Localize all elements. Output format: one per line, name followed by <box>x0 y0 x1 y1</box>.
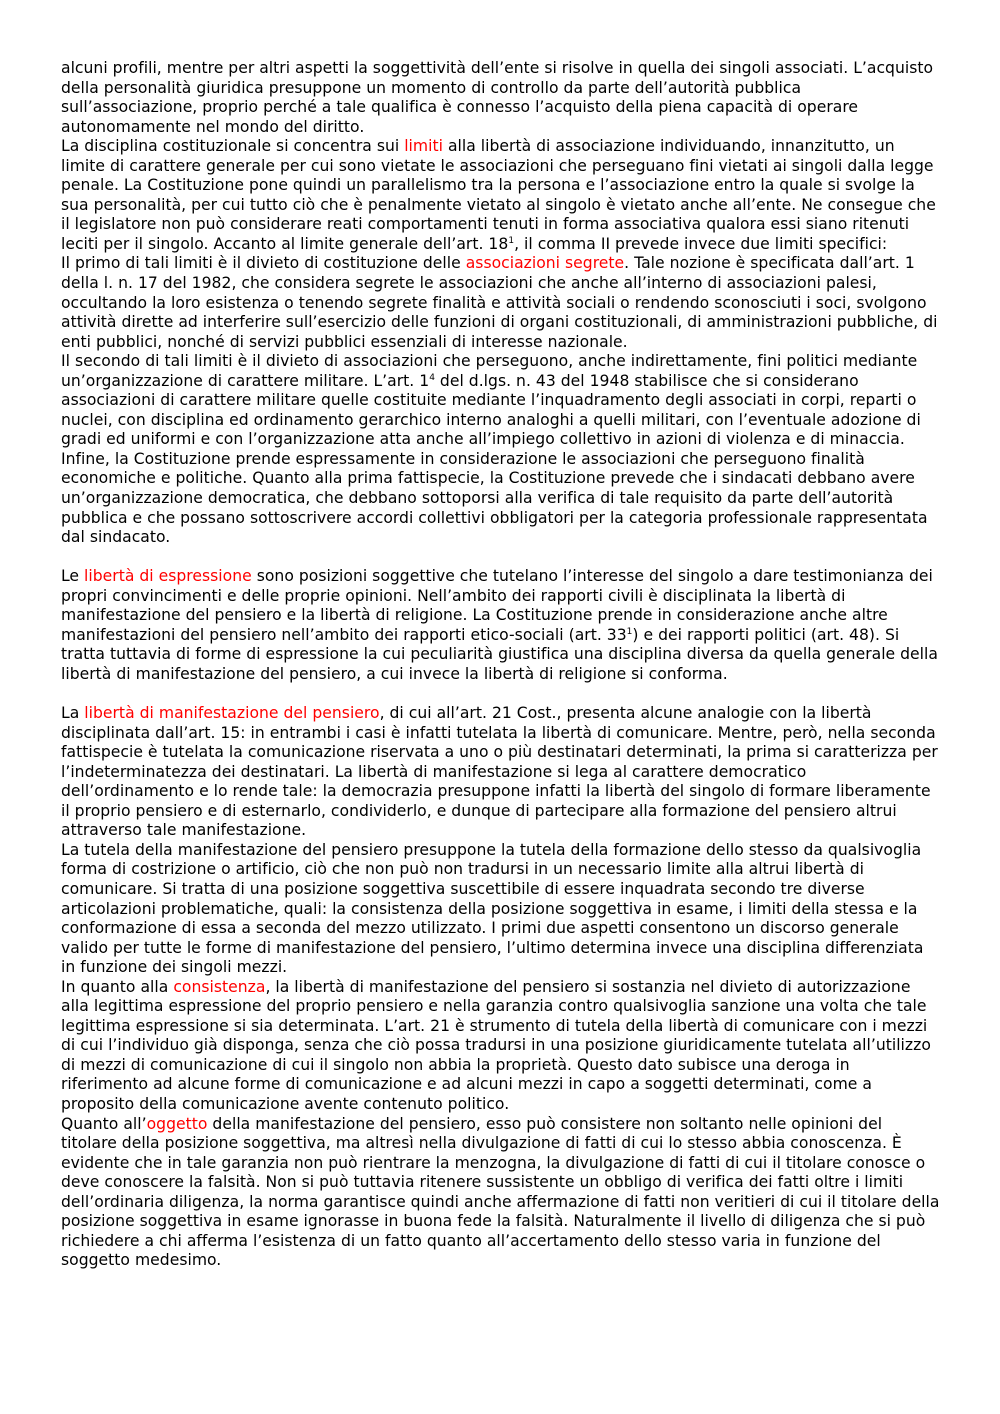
paragraph-consistency: In quanto alla consistenza, la libertà di manifestazione del pensiero si sostanzia nel divieto di autorizzazione alla legittima espressione del proprio pensiero e nella garanzia contro qualsivoglia sanzione una volta che tale legittima espressione si sia determinata. L’art. 21 è strumento di tutela della libertà di comunicare con i mezzi di cui l’individuo già disponga, senza che ciò possa tradursi in una posizione giuridicamente tutelata all’utilizzo di mezzi di comunicazione di cui il singolo non abbia la proprietà. Questo dato subisce una deroga in riferimento ad alcune forme di comunicazione e ad alcuni mezzi in capo a soggetti determinati, come a proposito della comunicazione avente contenuto politico. <box>61 977 931 1113</box>
paragraph-freedom-of-expression: Le libertà di espressione sono posizioni soggettive che tutelano l’interesse del singolo a dare testimonianza dei propri convincimenti e delle proprie opinioni. Nell’ambito dei rapporti civili è disciplinata la libertà di manifestazione del pensiero e la libertà di religione. La Costituzione prende in considerazione anche altre manifestazioni del pensiero nell’ambito dei rapporti etico-sociali (art. $33^1$) e dei rapporti politici (art. 48). Si tratta tuttavia di forme di espressione la cui peculiarità giustifica una disciplina diversa da quella generale della libertà di manifestazione del pensiero, a cui invece la libertà di religione si conforma. <box>61 567 938 683</box>
paragraph-object: Quanto all’oggetto della manifestazione del pensiero, esso può consistere non soltanto nelle opinioni del titolare della posizione soggettiva, ma altresì nella divulgazione di fatti di cui lo stesso abbia conoscenza. È evidente che in tale garanzia non può rientrare la menzogna, la divulgazione di fatti di cui il titolare conosce o deve conoscere la falsità. Non si può tuttavia ritenere sussistente un obbligo di verifica dei fatti oltre i limiti dell’ordinaria diligenza, la norma garantisce quindi anche affermazione di fatti non veritieri di cui il titolare della posizione soggettiva in esame ignorasse in buona fede la falsità. Naturalmente il livello di diligenza che si può richiedere a chi afferma l’esistenza di un fatto quanto all’accertamento dello stesso varia in funzione del soggetto medesimo. <box>61 1114 940 1270</box>
highlighted-term-associazioni-segrete: associazioni segrete <box>465 254 625 273</box>
highlighted-term-limiti: limiti <box>404 137 443 156</box>
highlighted-term-oggetto: oggetto <box>146 1114 208 1133</box>
paragraph-freedom-of-thought: La libertà di manifestazione del pensiero, di cui all’art. 21 Cost., presenta alcune analogie con la libertà disciplinata dall’art. 15: in entrambi i casi è infatti tutelata la libertà di comunicare. Mentre, però, nella seconda fattispecie è tutelata la comunicazione riservata a uno o più destinatari determinati, la prima si caratterizza per l’indeterminatezza dei destinatari. La libertà di manifestazione si lega al carattere democratico dell’ordinamento e lo rende tale: la democrazia presuppone infatti la libertà del singolo di formare liberamente il proprio pensiero e di esternarlo, condividerlo, e dunque di partecipare alla formazione del pensiero altrui attraverso tale manifestazione. <box>61 704 938 840</box>
footnote-marker: 4 <box>429 372 435 383</box>
highlighted-term-liberta-di-espressione: libertà di espressione <box>84 567 252 586</box>
paragraph-protection-of-thought: La tutela della manifestazione del pensiero presuppone la tutela della formazione dello stesso da qualsivoglia forma di costrizione o artificio, ciò che non può non tradursi in un necessario limite alla altrui libertà di comunicare. Si tratta di una posizione soggettiva suscettibile di essere inquadrata secondo tre diverse articolazioni problematiche, quali: la consistenza della posizione soggettiva in esame, i limiti della stessa e la conformazione di essa a seconda del mezzo utilizzato. I primi due aspetti consentono un discorso generale valido per tutte le forme di manifestazione del pensiero, l’ultimo determina invece una disciplina differenziata in funzione dei singoli mezzi. <box>61 840 924 977</box>
footnote-marker: 1 <box>626 626 633 637</box>
highlighted-term-liberta-manifestazione-pensiero: libertà di manifestazione del pensiero <box>84 704 380 723</box>
paragraph-constitutional-limits: La disciplina costituzionale si concentra sui limiti alla libertà di associazione individuando, innanzitutto, un limite di carattere generale per cui sono vietate le associazioni che perseguano fini vietati ai singoli dalla legge penale. La Costituzione pone quindi un parallelismo tra la persona e l’associazione entro la quale si svolge la sua personalità, per cui tutto ciò che è penalmente vietato al singolo è vietato anche all’ente. Ne consegue che il legislatore non può considerare reati comportamenti tenuti in forma associativa qualora essi siano ritenuti leciti per il singolo. Accanto al limite generale dell’art. $18^1$, il comma II prevede invece due limiti specifici: <box>61 137 936 253</box>
paragraph-military-associations: Il secondo di tali limiti è il divieto di associazioni che perseguono, anche indirettamente, fini politici mediante un’organizzazione di carattere militare. L’art. $1^4$ del d.lgs. n. 43 del 1948 stabilisce che si considerano associazioni di carattere militare quelle costituite mediante l’inquadramento degli associati in corpi, reparti o nuclei, con disciplina ed ordinamento gerarchico interno analoghi a quelli militari, con l’eventuale adozione di gradi ed uniformi e con l’organizzazione atta anche all’impiego collettivo in azioni di violenza e di minaccia. <box>61 352 921 449</box>
paragraph-economic-political-associations: Infine, la Costituzione prende espressamente in considerazione le associazioni che perseguono finalità economiche e politiche. Quanto alla prima fattispecie, la Costituzione prevede che i sindacati debbano avere un’organizzazione democratica, che debbano sottoporsi alla verifica di tale requisito da parte dell’autorità pubblica e che possano sottoscrivere accordi collettivi obbligatori per la categoria professionale rappresentata dal sindacato. <box>61 449 928 547</box>
paragraph-associations-personality: alcuni profili, mentre per altri aspetti la soggettività dell’ente si risolve in quella dei singoli associati. L’acquisto della personalità giuridica presuppone un momento di controllo da parte dell’autorità pubblica sull’associazione, proprio perché a tale qualifica è connesso l’acquisto della piena capacità di operare autonomamente nel mondo del diritto. <box>61 59 934 136</box>
paragraph-secret-associations: Il primo di tali limiti è il divieto di costituzione delle associazioni segrete. Tale nozione è specificata dall’art. 1 della l. n. 17 del 1982, che considera segrete le associazioni che anche all’interno di associazioni palesi, occultando la loro esistenza o tenendo segrete finalità e attività sociali o rendendo sconosciuti i soci, svolgono attività dirette ad interferire sull’esercizio delle funzioni di organi costituzionali, di amministrazioni pubbliche, di enti pubblici, nonché di servizi pubblici essenziali di interesse nazionale. <box>61 254 938 351</box>
document-page <box>61 59 941 1271</box>
highlighted-term-consistenza: consistenza <box>173 977 266 996</box>
footnote-marker: 1 <box>508 235 515 246</box>
